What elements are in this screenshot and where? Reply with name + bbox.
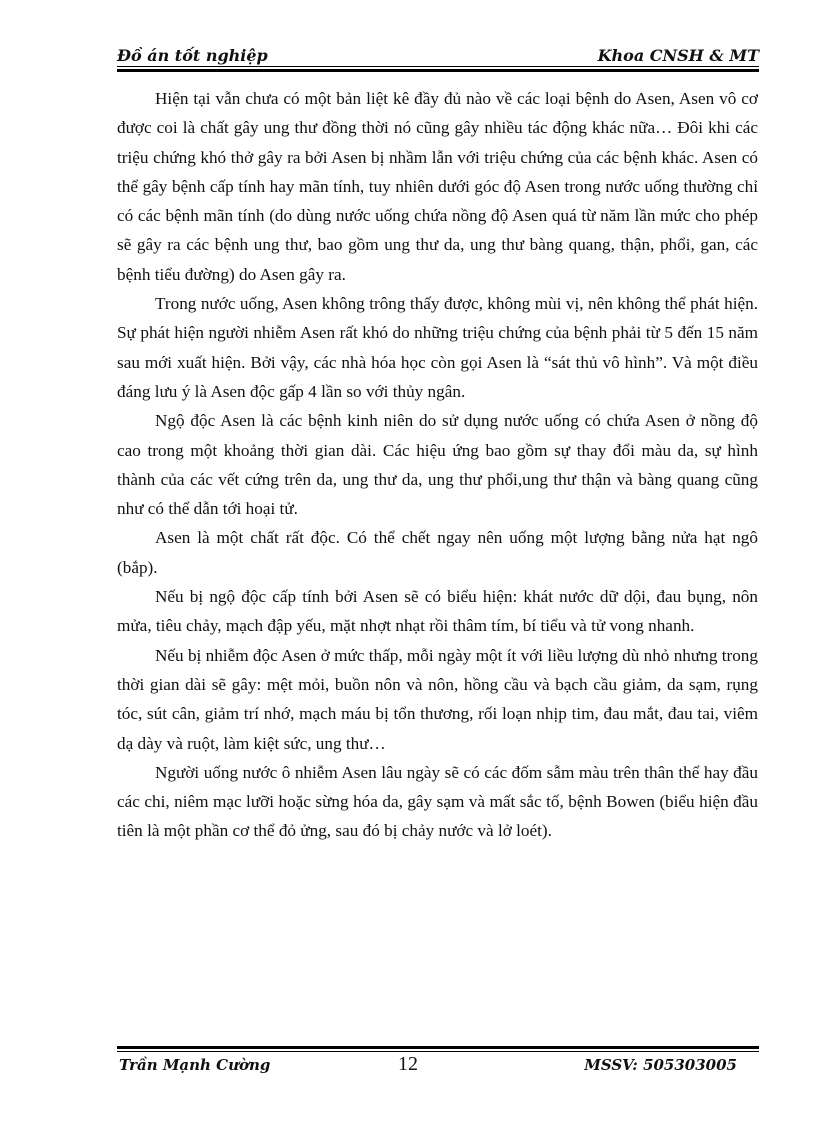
paragraph: Ngộ độc Asen là các bệnh kinh niên do sử dụng nước uống có chứa Asen ở nồng độ cao trong một khoảng thời gian dài. Các hiệu ứng bao gồm sự thay đổi màu da, sự hình thành của các vết cứng trên da, ung thư da, ung thư phổi,ung thư thận và bàng quang cũng như có thể dẫn tới hoại tử. xyxy=(117,411,758,519)
page-header xyxy=(117,44,759,72)
page-footer xyxy=(117,1046,759,1076)
paragraph: Asen là một chất rất độc. Có thể chết ngay nên uống một lượng bằng nửa hạt ngô (bắp). xyxy=(117,528,758,577)
header-rule-thin xyxy=(117,66,759,67)
page-number: 12 xyxy=(398,1053,418,1075)
paragraph: Nếu bị ngộ độc cấp tính bởi Asen sẽ có biểu hiện: khát nước dữ dội, đau bụng, nôn mửa, tiêu chảy, mạch đập yếu, mặt nhợt nhạt rồi thâm tím, bí tiểu và tử vong nhanh. xyxy=(117,587,758,636)
header-rule-thick xyxy=(117,69,759,72)
header-thesis-title: Đồ án tốt nghiệp xyxy=(117,46,268,65)
footer-student-id: MSSV: 505303005 xyxy=(584,1056,737,1074)
paragraph: Nếu bị nhiễm độc Asen ở mức thấp, mỗi ngày một ít với liều lượng dù nhỏ nhưng trong thời gian dài sẽ gây: mệt mỏi, buồn nôn và nôn, hồng cầu và bạch cầu giảm, da sạm, rụng tóc, sút cân, giảm trí nhớ, mạch máu bị tổn thương, rối loạn nhịp tim, đau mắt, đau tai, viêm dạ dày và ruột, làm kiệt sức, ung thư… xyxy=(117,645,758,753)
footer-rule-thick xyxy=(117,1046,759,1049)
footer-rule-thin xyxy=(117,1051,759,1052)
paragraph: Trong nước uống, Asen không trông thấy được, không mùi vị, nên không thể phát hiện. Sự phát hiện người nhiễm Asen rất khó do những triệu chứng của bệnh phải từ 5 đến 15 năm sau mới xuất hiện. Bởi vậy, các nhà hóa học còn gọi Asen là “sát thủ vô hình”. Và một điều đáng lưu ý là Asen độc gấp 4 lần so với thủy ngân. xyxy=(117,294,758,401)
header-faculty: Khoa CNSH & MT xyxy=(597,46,759,65)
paragraph: Người uống nước ô nhiễm Asen lâu ngày sẽ có các đốm sẫm màu trên thân thể hay đầu các chi, niêm mạc lưỡi hoặc sừng hóa da, gây sạm và mất sắc tố, bệnh Bowen (biểu hiện đầu tiên là một phần cơ thể đỏ ửng, sau đó bị chảy nước và lở loét). xyxy=(117,762,758,841)
body-text xyxy=(117,84,758,846)
footer-author: Trần Mạnh Cường xyxy=(119,1056,271,1074)
paragraph: Hiện tại vẫn chưa có một bản liệt kê đầy đủ nào về các loại bệnh do Asen, Asen vô cơ được coi là chất gây ung thư đồng thời nó cũng gây nhiều tác động khác nữa… Đôi khi các triệu chứng khó thở gây ra bởi Asen bị nhầm lẫn với triệu chứng của các bệnh khác. Asen có thể gây bệnh cấp tính hay mãn tính, tuy nhiên dưới góc độ Asen trong nước uống thường chỉ có các bệnh mãn tính (do dùng nước uống chứa nồng độ Asen quá từ năm lần mức cho phép sẽ gây ra các bệnh ung thư, bao gồm ung thư da, ung thư bàng quang, thận, phổi, gan, các bệnh tiểu đường) do Asen gây ra. xyxy=(117,89,758,284)
